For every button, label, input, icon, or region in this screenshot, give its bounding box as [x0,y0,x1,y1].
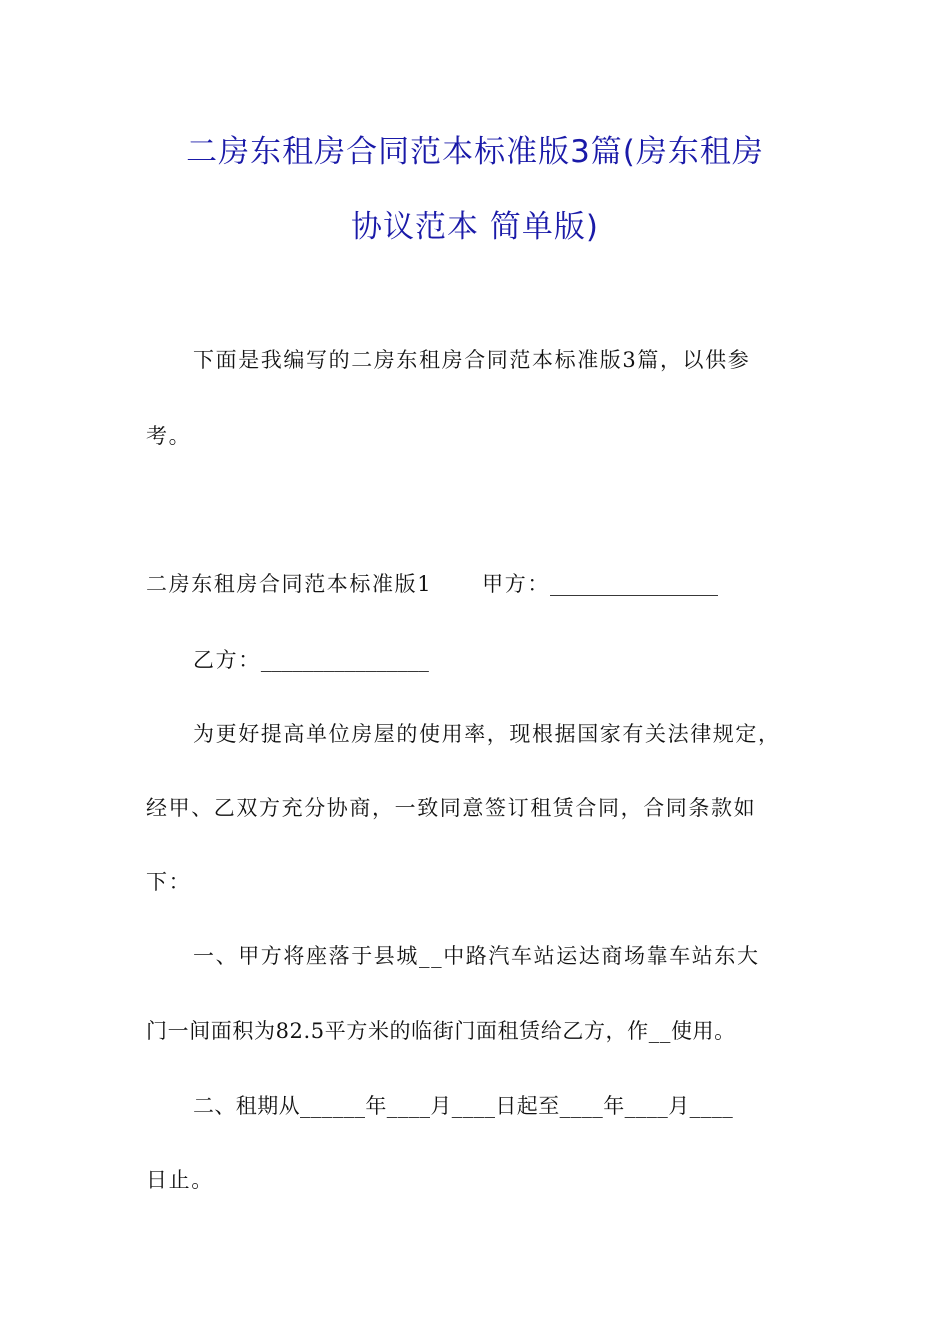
clause-2-line-2: 日止。 [146,1168,214,1192]
para-1-line-3: 下： [146,870,192,894]
intro-line-2: 考。 [146,424,192,448]
document-title-line-2: 协议范本 简单版) [351,209,599,245]
party-b-row [193,650,429,671]
party-a-blank: ________________ [549,572,718,596]
section-1-heading: 二房东租房合同范本标准版1 [146,572,433,596]
clause-1-line-2: 门一间面积为82.5平方米的临街门面租赁给乙方，作__使用。 [146,1019,736,1043]
document-title-line-1: 二房东租房合同范本标准版3篇(房东租房 [186,134,764,170]
intro-line-1: 下面是我编写的二房东租房合同范本标准版3篇，以供参 [193,348,751,372]
party-a-label: 甲方： [482,572,550,596]
section-heading-row [146,574,718,595]
party-b-blank: ________________ [260,648,429,672]
party-b-label: 乙方： [193,648,261,672]
clause-1-line-1: 一、甲方将座落于县城__中路汽车站运达商场靠车站东大 [193,944,760,968]
para-1-line-1: 为更好提高单位房屋的使用率，现根据国家有关法律规定， [193,722,781,746]
para-1-line-2: 经甲、乙双方充分协商，一致同意签订租赁合同，合同条款如 [146,796,757,820]
clause-2-line-1: 二、租期从______年____月____日起至____年____月____ [193,1094,734,1118]
